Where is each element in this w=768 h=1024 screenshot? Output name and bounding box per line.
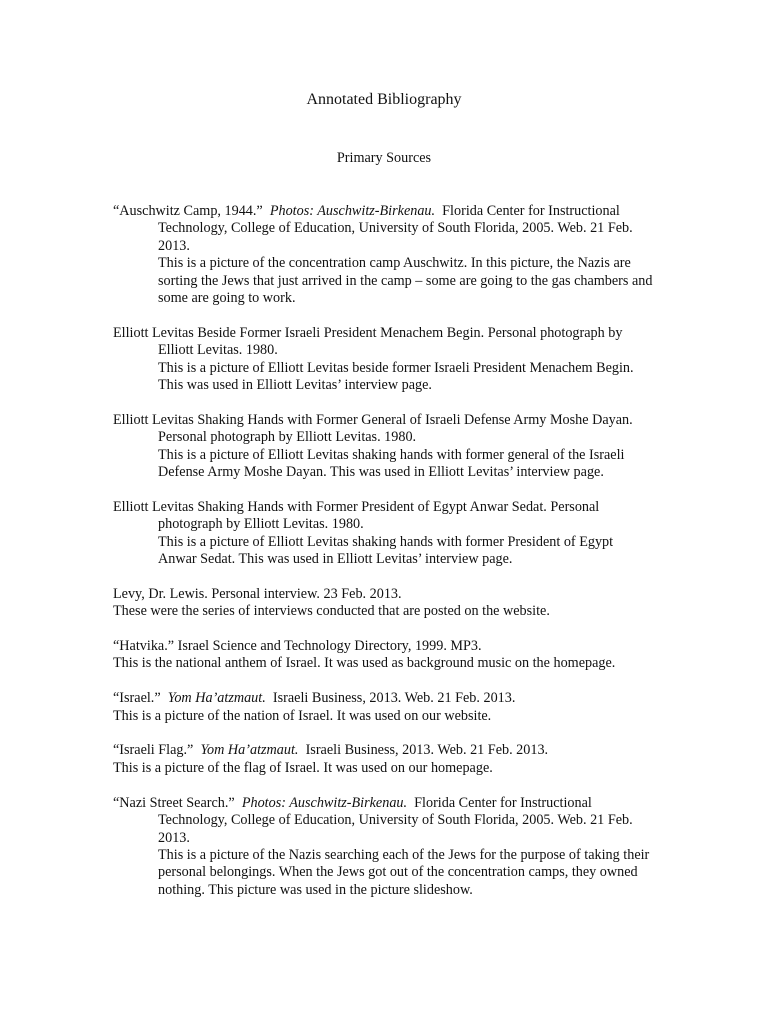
annotation: This is the national anthem of Israel. It was used as background music on the homepage. <box>113 655 616 672</box>
bibliography-entry <box>113 499 653 569</box>
annotation: This is a picture of Elliott Levitas beside former Israeli President Menachem Begin. This was used in Elliott Levitas’ interview page. <box>158 359 634 394</box>
bibliography-entry <box>113 586 653 621</box>
citation-publisher: Florida Center for Instructional Technology, College of Education, University of South Florida, 2005. Web. 21 Feb. 2013. <box>158 794 633 846</box>
citation-source: Photos: Auschwitz-Birkenau. <box>269 203 436 219</box>
citation-title: “Israeli Flag.” <box>113 742 194 759</box>
annotation: This is a picture of the flag of Israel. It was used on our homepage. <box>113 759 493 776</box>
annotation: This is a picture of Elliott Levitas shaking hands with former President of Egypt Anwar Sedat. This was used in Elliott Levitas’ interview page. <box>158 533 614 568</box>
section-heading: Primary Sources <box>336 150 432 166</box>
annotation: This is a picture of Elliott Levitas shaking hands with former general of the Israeli Defense Army Moshe Dayan. This was used in Elliott Levitas’ interview page. <box>158 446 625 481</box>
bibliography-entry <box>113 203 653 307</box>
page-title: Annotated Bibliography <box>306 91 462 108</box>
citation <box>113 742 653 759</box>
annotation: This is a picture of the nation of Israel. It was used on our website. <box>113 707 492 724</box>
bibliography-list <box>113 203 653 917</box>
citation <box>113 795 653 847</box>
annotation: This is a picture of the concentration camp Auschwitz. In this picture, the Nazis are sorting the Jews that just arrived in the camp – some are going to the gas chambers and some are going to work. <box>158 255 653 307</box>
bibliography-entry <box>113 638 653 673</box>
citation-title: “Israel.” <box>113 690 161 707</box>
annotation: These were the series of interviews conducted that are posted on the website. <box>113 603 550 620</box>
bibliography-entry <box>113 742 653 777</box>
citation-publisher: Florida Center for Instructional Technology, College of Education, University of South Florida, 2005. Web. 21 Feb. 2013. <box>158 203 633 254</box>
citation: “Hatvika.” Israel Science and Technology Directory, 1999. MP3. <box>113 638 482 655</box>
bibliography-entry <box>113 795 653 899</box>
citation-title: “Auschwitz Camp, 1944.” <box>113 203 263 219</box>
bibliography-entry <box>113 690 653 725</box>
bibliography-entry <box>113 412 653 482</box>
citation-source: Yom Ha’atzmaut. <box>200 742 299 759</box>
annotation: This is a picture of the Nazis searching each of the Jews for the purpose of taking their personal belongings. When the Jews got out of the concentration camps, they owned nothing. This picture was used in the picture slideshow. <box>158 846 650 898</box>
citation <box>113 690 653 707</box>
citation: Elliott Levitas Shaking Hands with Former President of Egypt Anwar Sedat. Personal photograph by Elliott Levitas. 1980. <box>113 498 600 533</box>
citation-title: “Nazi Street Search.” <box>113 794 235 811</box>
citation: Elliott Levitas Shaking Hands with Former General of Israeli Defense Army Moshe Dayan. Personal photograph by Elliott Levitas. 1980. <box>113 411 633 446</box>
citation: Levy, Dr. Lewis. Personal interview. 23 Feb. 2013. <box>113 585 402 602</box>
citation-publisher: Israeli Business, 2013. Web. 21 Feb. 2013. <box>272 690 516 707</box>
bibliography-entry <box>113 325 653 395</box>
citation-source: Yom Ha’atzmaut. <box>167 690 266 707</box>
citation-publisher: Israeli Business, 2013. Web. 21 Feb. 2013. <box>305 742 549 759</box>
citation: Elliott Levitas Beside Former Israeli President Menachem Begin. Personal photograph by Elliott Levitas. 1980. <box>113 324 623 359</box>
citation-source: Photos: Auschwitz-Birkenau. <box>241 794 408 811</box>
citation <box>113 203 653 255</box>
